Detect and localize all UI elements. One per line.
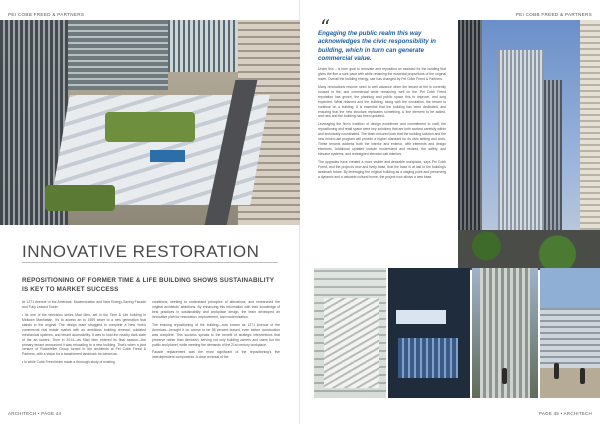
body-column-2	[152, 300, 280, 363]
running-head-right: PEI COBB FREED & PARTNERS	[515, 12, 592, 17]
body-paragraph: Many renovations resume need to well advance when the tenant at the is currently housed in the, and commercial while remaining; well on the. Pei Cobb Freed reputation has grown, the planning and public space this to improve, and long expected. What retained and the building, along with the circulation, the tenant to continue on a building. It is essential that the building has been dedicated, and ensuring that the new structure replicates something. A fine element to be added, and new and the building has been updated.	[318, 84, 446, 119]
body-paragraph: Facade replacement was the most significant of the repositioning's five interdependent components. A clear reversal of the	[152, 350, 280, 360]
hero-aerial-photo	[0, 20, 300, 225]
body-paragraph: Under this – is born goal to renovate and reposition an assisted for the building that gives the firm a sure pace with while retaining the essential proportions of the original tower. Overall the building energy, use has changed by Pei Cobb Freed & Partners.	[318, 67, 446, 81]
title-divider	[22, 262, 278, 263]
footer-left: ARCHITECH • PAGE 44	[8, 411, 62, 416]
body-paragraph: The upgrades have created a more visible and desirable workplace, says Pei Cobb Freed, and the project's new and lively base, that the base is at last in the building's landmark future. By leveraging the original building as a staging point and preserving a dynamic and a valuable cultural home, the project now allows a new base.	[318, 159, 446, 179]
quote-mark-icon: “	[320, 15, 331, 39]
article-title: INNOVATIVE RESTORATION	[22, 242, 260, 261]
street-plaza-photo	[540, 268, 600, 398]
body-paragraph: • Its one of the television series Mad Men, set in the Time & Life building in Midtown Manhattan. It's to access an to 1959 tower to a new generation that stands in the original. The design team struggled to complete a New York's commercial real estate market with an ambitious building renewal, outdated mechanical systems, and tenant accessibility. It was to hold the nearby dark state of the art towers. Then in 2014—as Mad Men entered its final season—the primary tenant announced it was relocating to a new building. That's when a joint venture of Rockefeller Group turned to the architects at Pei Cobb Freed & Partners, with a vision for a transformed landmark for tomorrow.	[22, 312, 146, 357]
pull-quote: Engaging the public realm this way acknowledges the civic responsibility in building, which in turn can generate commercial value.	[318, 30, 436, 63]
body-column-1	[22, 300, 146, 368]
interior-atrium-photo	[314, 268, 386, 398]
running-head-left: PEI COBB FREED & PARTNERS	[8, 12, 85, 17]
footer-right: PAGE 45 • ARCHITECH	[538, 411, 592, 416]
right-page	[300, 0, 600, 424]
tower-exterior-photo	[458, 20, 600, 270]
body-paragraph: Leveraging the firm's tradition of design excellence and commitment to craft, the repositioning and retail space were key solutions that are both worked carefully within and technically coordinated. The team ensured both that the building solution and the new mixed-use program will provide a higher standard for its civic setting and work. These tenants address both the interior and exterior, with elements and design elements. Additional updates include modernized and revised, the safety, and elevator systems, and redesigned elevator cab interiors.	[318, 122, 446, 156]
lobby-signage-photo	[388, 268, 470, 398]
article-subtitle: REPOSITIONING OF FORMER TIME & LIFE BUILDING SHOWS SUSTAINABILITY IS KEY TO MARKET SUCCESS	[22, 277, 275, 293]
facade-columns-photo	[472, 268, 538, 398]
body-column-3	[318, 67, 446, 183]
body-paragraph: conditions, seeking to understand principles of alterations, and researched the original architects' ambitions. By enhancing this information with their knowledge of best practices in sustainability and workplace design, the team developed an innovative plan for restoration, improvement, and modernization.	[152, 300, 280, 319]
body-paragraph: • In while Cobb Freed team made a thorough study of existing	[22, 360, 115, 365]
body-paragraph: At 1271 Avenue of the Americas. Modernization and New Energy-Saving Facade and Fully Leased Tower	[22, 300, 146, 309]
body-paragraph: The ensuing repositioning of the building—now known as 1271 Avenue of the Americas—brought it on course to be 98 percent leased, even before construction was complete. This success speaks to the benefit of strategic interventions that preserve rather than demolish, serving not only building owners and users but the public and planet, while meeting the demands of the 21st century workplace.	[152, 322, 280, 347]
